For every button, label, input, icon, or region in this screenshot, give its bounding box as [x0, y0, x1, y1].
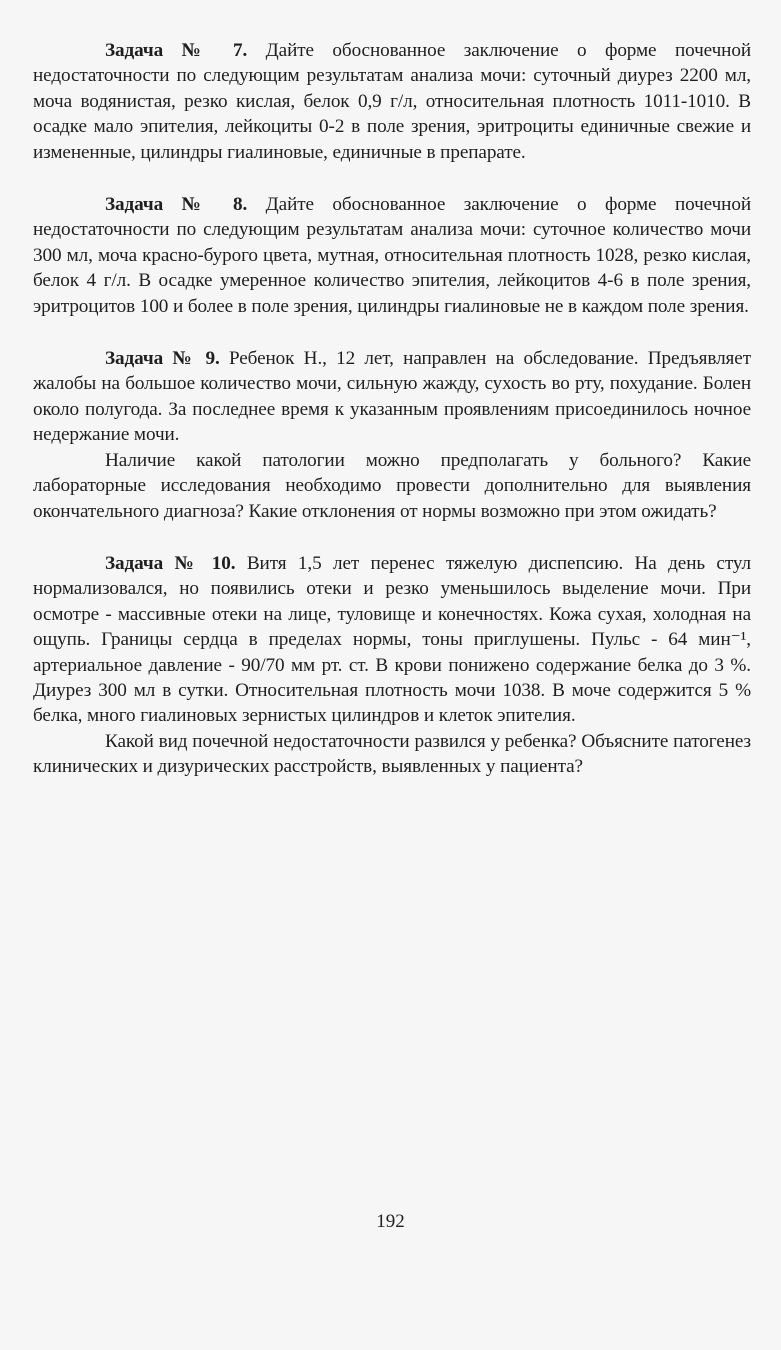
task-7-paragraph-1	[33, 38, 751, 165]
task-9	[33, 346, 751, 524]
task-8-paragraph-1	[33, 192, 751, 319]
task-8	[33, 192, 751, 319]
task-8-text: Дайте обоснованное заключение о форме почечной недостаточности по следующим результатам анализа мочи: суточное количество мочи 300 мл, моча красно-бурого цвета, мутная, относительная плотность 1028, резко кислая, белок 4 г/л. В осадке умеренное количество эпителия, лейкоцитов 4-6 в поле зрения, эритроцитов 100 и более в поле зрения, цилиндры гиалиновые не в каждом поле зрения.	[33, 194, 751, 317]
task-9-text: Ребенок Н., 12 лет, направлен на обследование. Предъявляет жалобы на большое количество мочи, сильную жажду, сухость во рту, похудание. Болен около полугода. За последнее время к указанным проявлениям присоединилось ночное недержание мочи.	[33, 348, 751, 446]
task-9-paragraph-1	[33, 346, 751, 448]
page-content	[33, 38, 751, 807]
task-10-paragraph-1	[33, 551, 751, 729]
task-10	[33, 551, 751, 780]
task-10-heading: Задача № 10.	[105, 552, 236, 574]
task-7-heading: Задача № 7.	[105, 40, 248, 61]
task-10-paragraph-2: Какой вид почечной недостаточности развился у ребенка? Объясните патогенез клинических и дизурических расстройств, выявленных у пациента?	[33, 730, 751, 778]
task-8-heading: Задача № 8.	[105, 194, 248, 216]
task-7	[33, 38, 751, 165]
page-number: 192	[376, 1211, 405, 1232]
task-9-heading: Задача № 9.	[105, 348, 220, 370]
task-10-text: Витя 1,5 лет перенес тяжелую диспепсию. На день стул нормализовался, но появились отеки и резко уменьшилось выделение мочи. При осмотре - массивные отеки на лице, туловище и конечностях. Кожа сухая, холодная на ощупь. Границы сердца в пределах нормы, тоны приглушены. Пульс - 64 мин⁻¹, артериальное давление - 90/70 мм рт. ст. В крови понижено содержание белка до 3 %. Диурез 300 мл в сутки. Относительная плотность мочи 1038. В моче содержится 5 % белка, много гиалиновых зернистых цилиндров и клеток эпителия.	[33, 552, 751, 727]
task-7-text: Дайте обоснованное заключение о форме почечной недостаточности по следующим результатам анализа мочи: суточный диурез 2200 мл, моча водянистая, резко кислая, белок 0,9 г/л, относительная плотность 1011-1010. В осадке мало эпителия, лейкоциты 0-2 в поле зрения, эритроциты единичные свежие и измененные, цилиндры гиалиновые, единичные в препарате.	[33, 40, 751, 163]
task-9-paragraph-2: Наличие какой патологии можно предполагать у больного? Какие лабораторные исследования необходимо провести дополнительно для выявления окончательного диагноза? Какие отклонения от нормы возможно при этом ожидать?	[33, 449, 751, 522]
